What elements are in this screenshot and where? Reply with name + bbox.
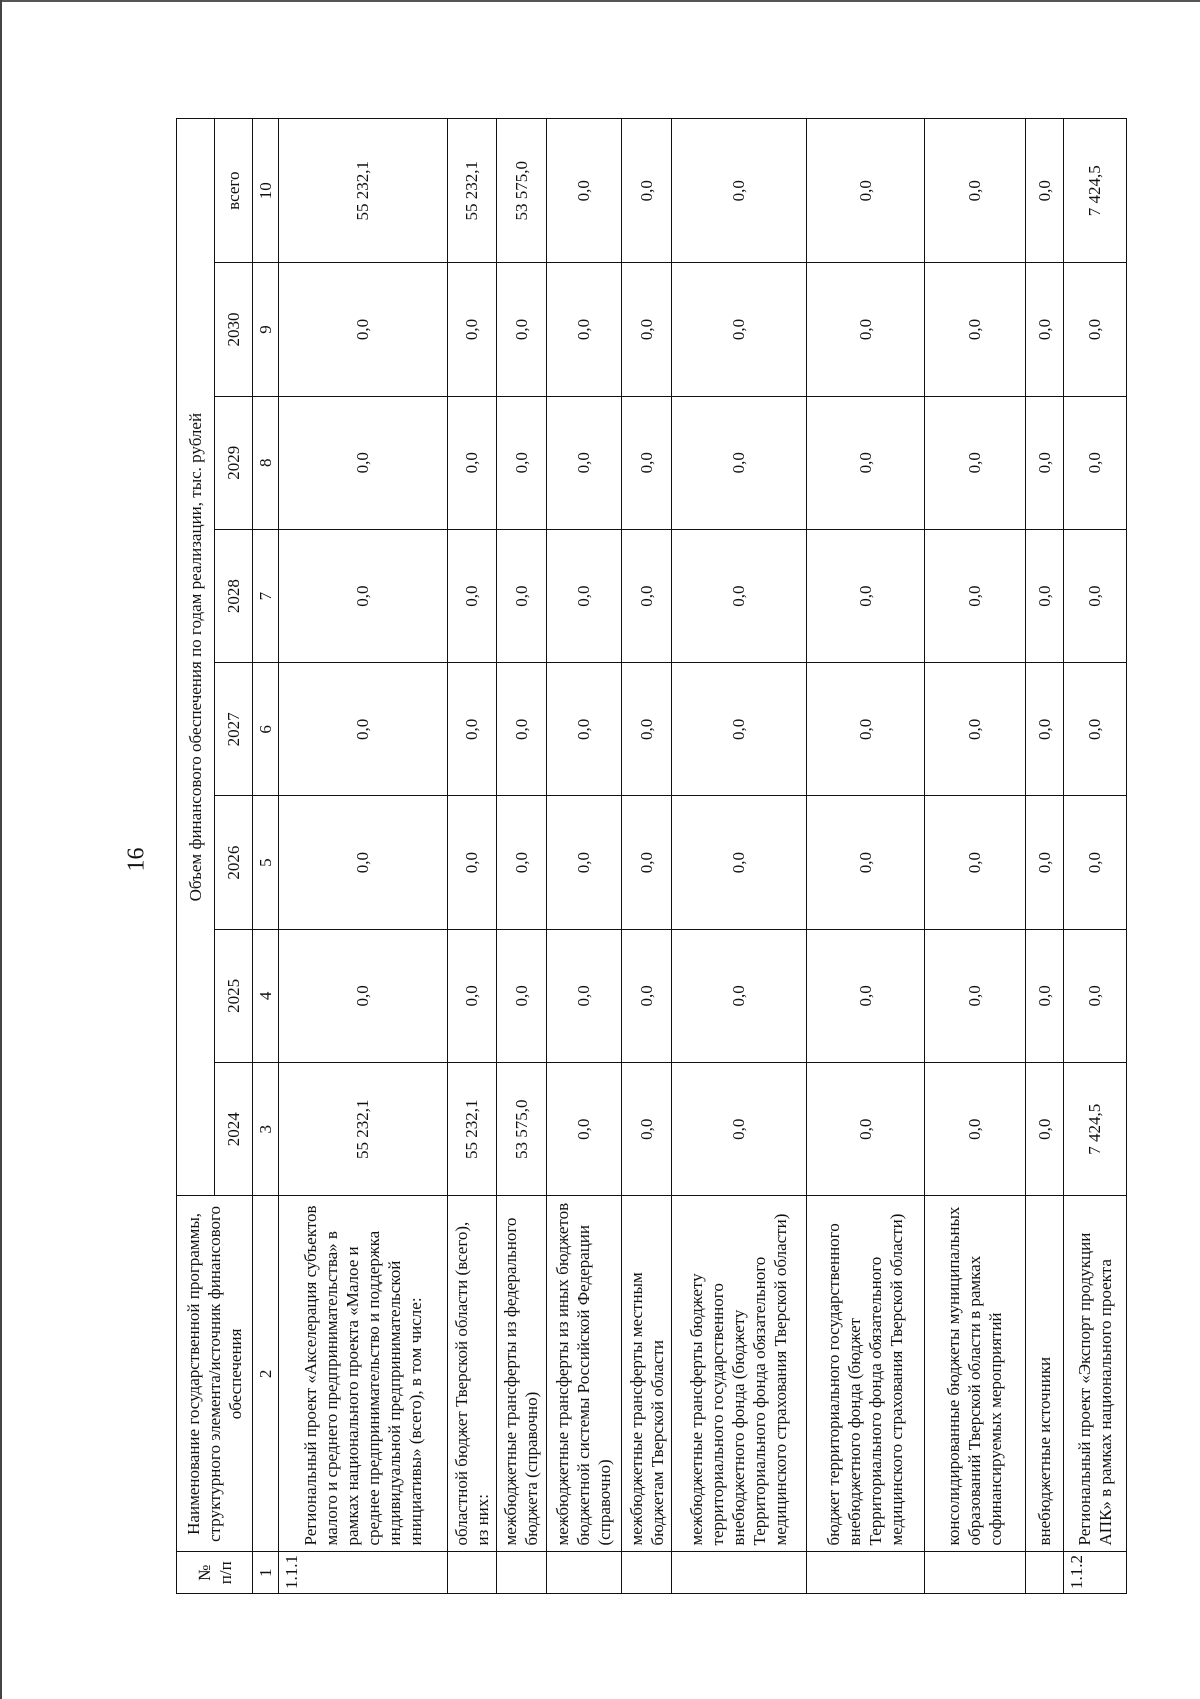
financing-table-frame <box>176 118 1127 1594</box>
table-row <box>497 119 547 1594</box>
row-year-value: 55 232,1 <box>447 1063 497 1196</box>
page-number: 16 <box>123 847 150 872</box>
table-row <box>924 119 1025 1594</box>
row-year-value: 0,0 <box>546 1063 622 1196</box>
row-name: Региональный проект «Акселерация субъектов малого и среднего предпринимательства» в рамках национального проекта «Малое и среднее предпринимательство и поддержка индивидуальной предпринимательской инициативы» (всего), в том числе: <box>279 1196 448 1552</box>
row-year-value: 0,0 <box>497 529 547 662</box>
row-year-value: 0,0 <box>1025 663 1063 796</box>
header-col-name: Наименование государственной программы, структурного элемента/источник финансового обеспечения <box>177 1196 253 1552</box>
table-row <box>671 119 806 1594</box>
row-year-value: 0,0 <box>1063 929 1126 1062</box>
row-year-value: 0,0 <box>924 529 1025 662</box>
row-year-value: 7 424,5 <box>1063 1063 1126 1196</box>
table-row <box>806 119 924 1594</box>
row-total-value: 0,0 <box>924 119 1025 263</box>
row-year-value: 0,0 <box>546 529 622 662</box>
row-year-value: 0,0 <box>671 263 806 396</box>
row-year-value: 0,0 <box>1063 529 1126 662</box>
row-year-value: 0,0 <box>924 796 1025 929</box>
row-year-value: 0,0 <box>1025 529 1063 662</box>
row-year-value: 0,0 <box>497 796 547 929</box>
row-year-value: 0,0 <box>546 396 622 529</box>
table-row <box>622 119 672 1594</box>
row-name: бюджет территориального государственного внебюджетного фонда (бюджет Территориального фонда обязательного медицинского страхования Тверской области) <box>806 1196 924 1552</box>
row-year-value: 55 232,1 <box>279 1063 448 1196</box>
row-year-value: 0,0 <box>546 796 622 929</box>
row-year-value: 0,0 <box>924 1063 1025 1196</box>
index-cell: 6 <box>253 663 279 796</box>
row-year-value: 0,0 <box>1025 796 1063 929</box>
row-year-value: 0,0 <box>622 263 672 396</box>
row-year-value: 0,0 <box>546 929 622 1062</box>
header-year-2024: 2024 <box>215 1063 253 1196</box>
row-year-value: 0,0 <box>924 663 1025 796</box>
row-year-value: 0,0 <box>1063 396 1126 529</box>
financing-table <box>176 118 1127 1594</box>
row-total-value: 0,0 <box>806 119 924 263</box>
table-row <box>447 119 497 1594</box>
row-number <box>671 1552 806 1594</box>
row-total-value: 55 232,1 <box>279 119 448 263</box>
row-name: консолидированные бюджеты муниципальных образований Тверской области в рамках софинансируемых мероприятий <box>924 1196 1025 1552</box>
index-cell: 10 <box>253 119 279 263</box>
header-year-2029: 2029 <box>215 396 253 529</box>
row-year-value: 0,0 <box>806 929 924 1062</box>
row-year-value: 0,0 <box>924 263 1025 396</box>
row-name: Региональный проект «Экспорт продукции АПК» в рамках национального проекта <box>1063 1196 1126 1552</box>
header-year-2026: 2026 <box>215 796 253 929</box>
row-year-value: 0,0 <box>546 663 622 796</box>
row-number: 1.1.2 <box>1063 1552 1126 1594</box>
scan-edge-left <box>0 0 2 1699</box>
row-year-value: 0,0 <box>447 529 497 662</box>
header-col-no: № п/п <box>177 1552 253 1594</box>
index-cell: 2 <box>253 1196 279 1552</box>
row-total-value: 0,0 <box>622 119 672 263</box>
table-row <box>279 119 448 1594</box>
row-year-value: 0,0 <box>622 796 672 929</box>
row-year-value: 0,0 <box>279 396 448 529</box>
row-year-value: 0,0 <box>447 929 497 1062</box>
row-year-value: 0,0 <box>924 929 1025 1062</box>
row-year-value: 0,0 <box>1063 796 1126 929</box>
row-number <box>447 1552 497 1594</box>
row-year-value: 0,0 <box>622 396 672 529</box>
table-row <box>1025 119 1063 1594</box>
row-year-value: 0,0 <box>806 396 924 529</box>
row-year-value: 0,0 <box>447 396 497 529</box>
index-cell: 7 <box>253 529 279 662</box>
row-year-value: 0,0 <box>497 396 547 529</box>
row-year-value: 0,0 <box>447 796 497 929</box>
row-year-value: 0,0 <box>1063 263 1126 396</box>
row-name: межбюджетные трансферты из иных бюджетов бюджетной системы Российской Федерации (справочно) <box>546 1196 622 1552</box>
row-year-value: 0,0 <box>806 529 924 662</box>
header-total: всего <box>215 119 253 263</box>
scan-edge-top <box>0 0 1200 2</box>
row-total-value: 0,0 <box>1025 119 1063 263</box>
table-row <box>546 119 622 1594</box>
row-name: межбюджетные трансферты бюджету территориального государственного внебюджетного фонда (бюджету Территориального фонда обязательного медицинского страхования Тверской области) <box>671 1196 806 1552</box>
row-year-value: 0,0 <box>671 529 806 662</box>
row-year-value: 0,0 <box>1063 663 1126 796</box>
row-year-value: 53 575,0 <box>497 1063 547 1196</box>
row-number <box>924 1552 1025 1594</box>
index-cell: 4 <box>253 929 279 1062</box>
row-year-value: 0,0 <box>806 663 924 796</box>
row-year-value: 0,0 <box>622 529 672 662</box>
row-year-value: 0,0 <box>806 796 924 929</box>
row-year-value: 0,0 <box>924 396 1025 529</box>
row-year-value: 0,0 <box>622 1063 672 1196</box>
row-total-value: 55 232,1 <box>447 119 497 263</box>
row-year-value: 0,0 <box>1025 1063 1063 1196</box>
table-body <box>279 119 1127 1594</box>
row-year-value: 0,0 <box>497 263 547 396</box>
row-year-value: 0,0 <box>1025 396 1063 529</box>
row-number: 1.1.1 <box>279 1552 448 1594</box>
row-year-value: 0,0 <box>1025 929 1063 1062</box>
header-year-2027: 2027 <box>215 663 253 796</box>
row-year-value: 0,0 <box>497 663 547 796</box>
header-col-group: Объем финансового обеспечения по годам реализации, тыс. рублей <box>177 119 215 1196</box>
index-cell: 8 <box>253 396 279 529</box>
row-number <box>622 1552 672 1594</box>
row-year-value: 0,0 <box>279 929 448 1062</box>
row-total-value: 53 575,0 <box>497 119 547 263</box>
row-name: областной бюджет Тверской области (всего), из них: <box>447 1196 497 1552</box>
row-year-value: 0,0 <box>622 929 672 1062</box>
row-year-value: 0,0 <box>279 529 448 662</box>
row-name: внебюджетные источники <box>1025 1196 1063 1552</box>
row-total-value: 0,0 <box>671 119 806 263</box>
row-total-value: 7 424,5 <box>1063 119 1126 263</box>
row-year-value: 0,0 <box>497 929 547 1062</box>
row-number <box>806 1552 924 1594</box>
rotated-table-container <box>176 118 1127 1594</box>
row-year-value: 0,0 <box>546 263 622 396</box>
header-year-2028: 2028 <box>215 529 253 662</box>
row-year-value: 0,0 <box>1025 263 1063 396</box>
index-cell: 3 <box>253 1063 279 1196</box>
header-year-2030: 2030 <box>215 263 253 396</box>
index-cell: 1 <box>253 1552 279 1594</box>
row-year-value: 0,0 <box>671 396 806 529</box>
row-name: межбюджетные трансферты из федерального бюджета (справочно) <box>497 1196 547 1552</box>
row-year-value: 0,0 <box>279 263 448 396</box>
row-name: межбюджетные трансферты местным бюджетам Тверской области <box>622 1196 672 1552</box>
table-row <box>1063 119 1126 1594</box>
index-row <box>253 119 279 1594</box>
index-cell: 9 <box>253 263 279 396</box>
row-total-value: 0,0 <box>546 119 622 263</box>
row-year-value: 0,0 <box>622 663 672 796</box>
row-year-value: 0,0 <box>671 1063 806 1196</box>
row-year-value: 0,0 <box>806 1063 924 1196</box>
row-number <box>1025 1552 1063 1594</box>
row-year-value: 0,0 <box>279 796 448 929</box>
row-year-value: 0,0 <box>671 663 806 796</box>
row-year-value: 0,0 <box>447 263 497 396</box>
row-year-value: 0,0 <box>671 929 806 1062</box>
row-number <box>497 1552 547 1594</box>
header-year-2025: 2025 <box>215 929 253 1062</box>
row-year-value: 0,0 <box>279 663 448 796</box>
row-year-value: 0,0 <box>447 663 497 796</box>
row-number <box>546 1552 622 1594</box>
row-year-value: 0,0 <box>671 796 806 929</box>
index-cell: 5 <box>253 796 279 929</box>
row-year-value: 0,0 <box>806 263 924 396</box>
